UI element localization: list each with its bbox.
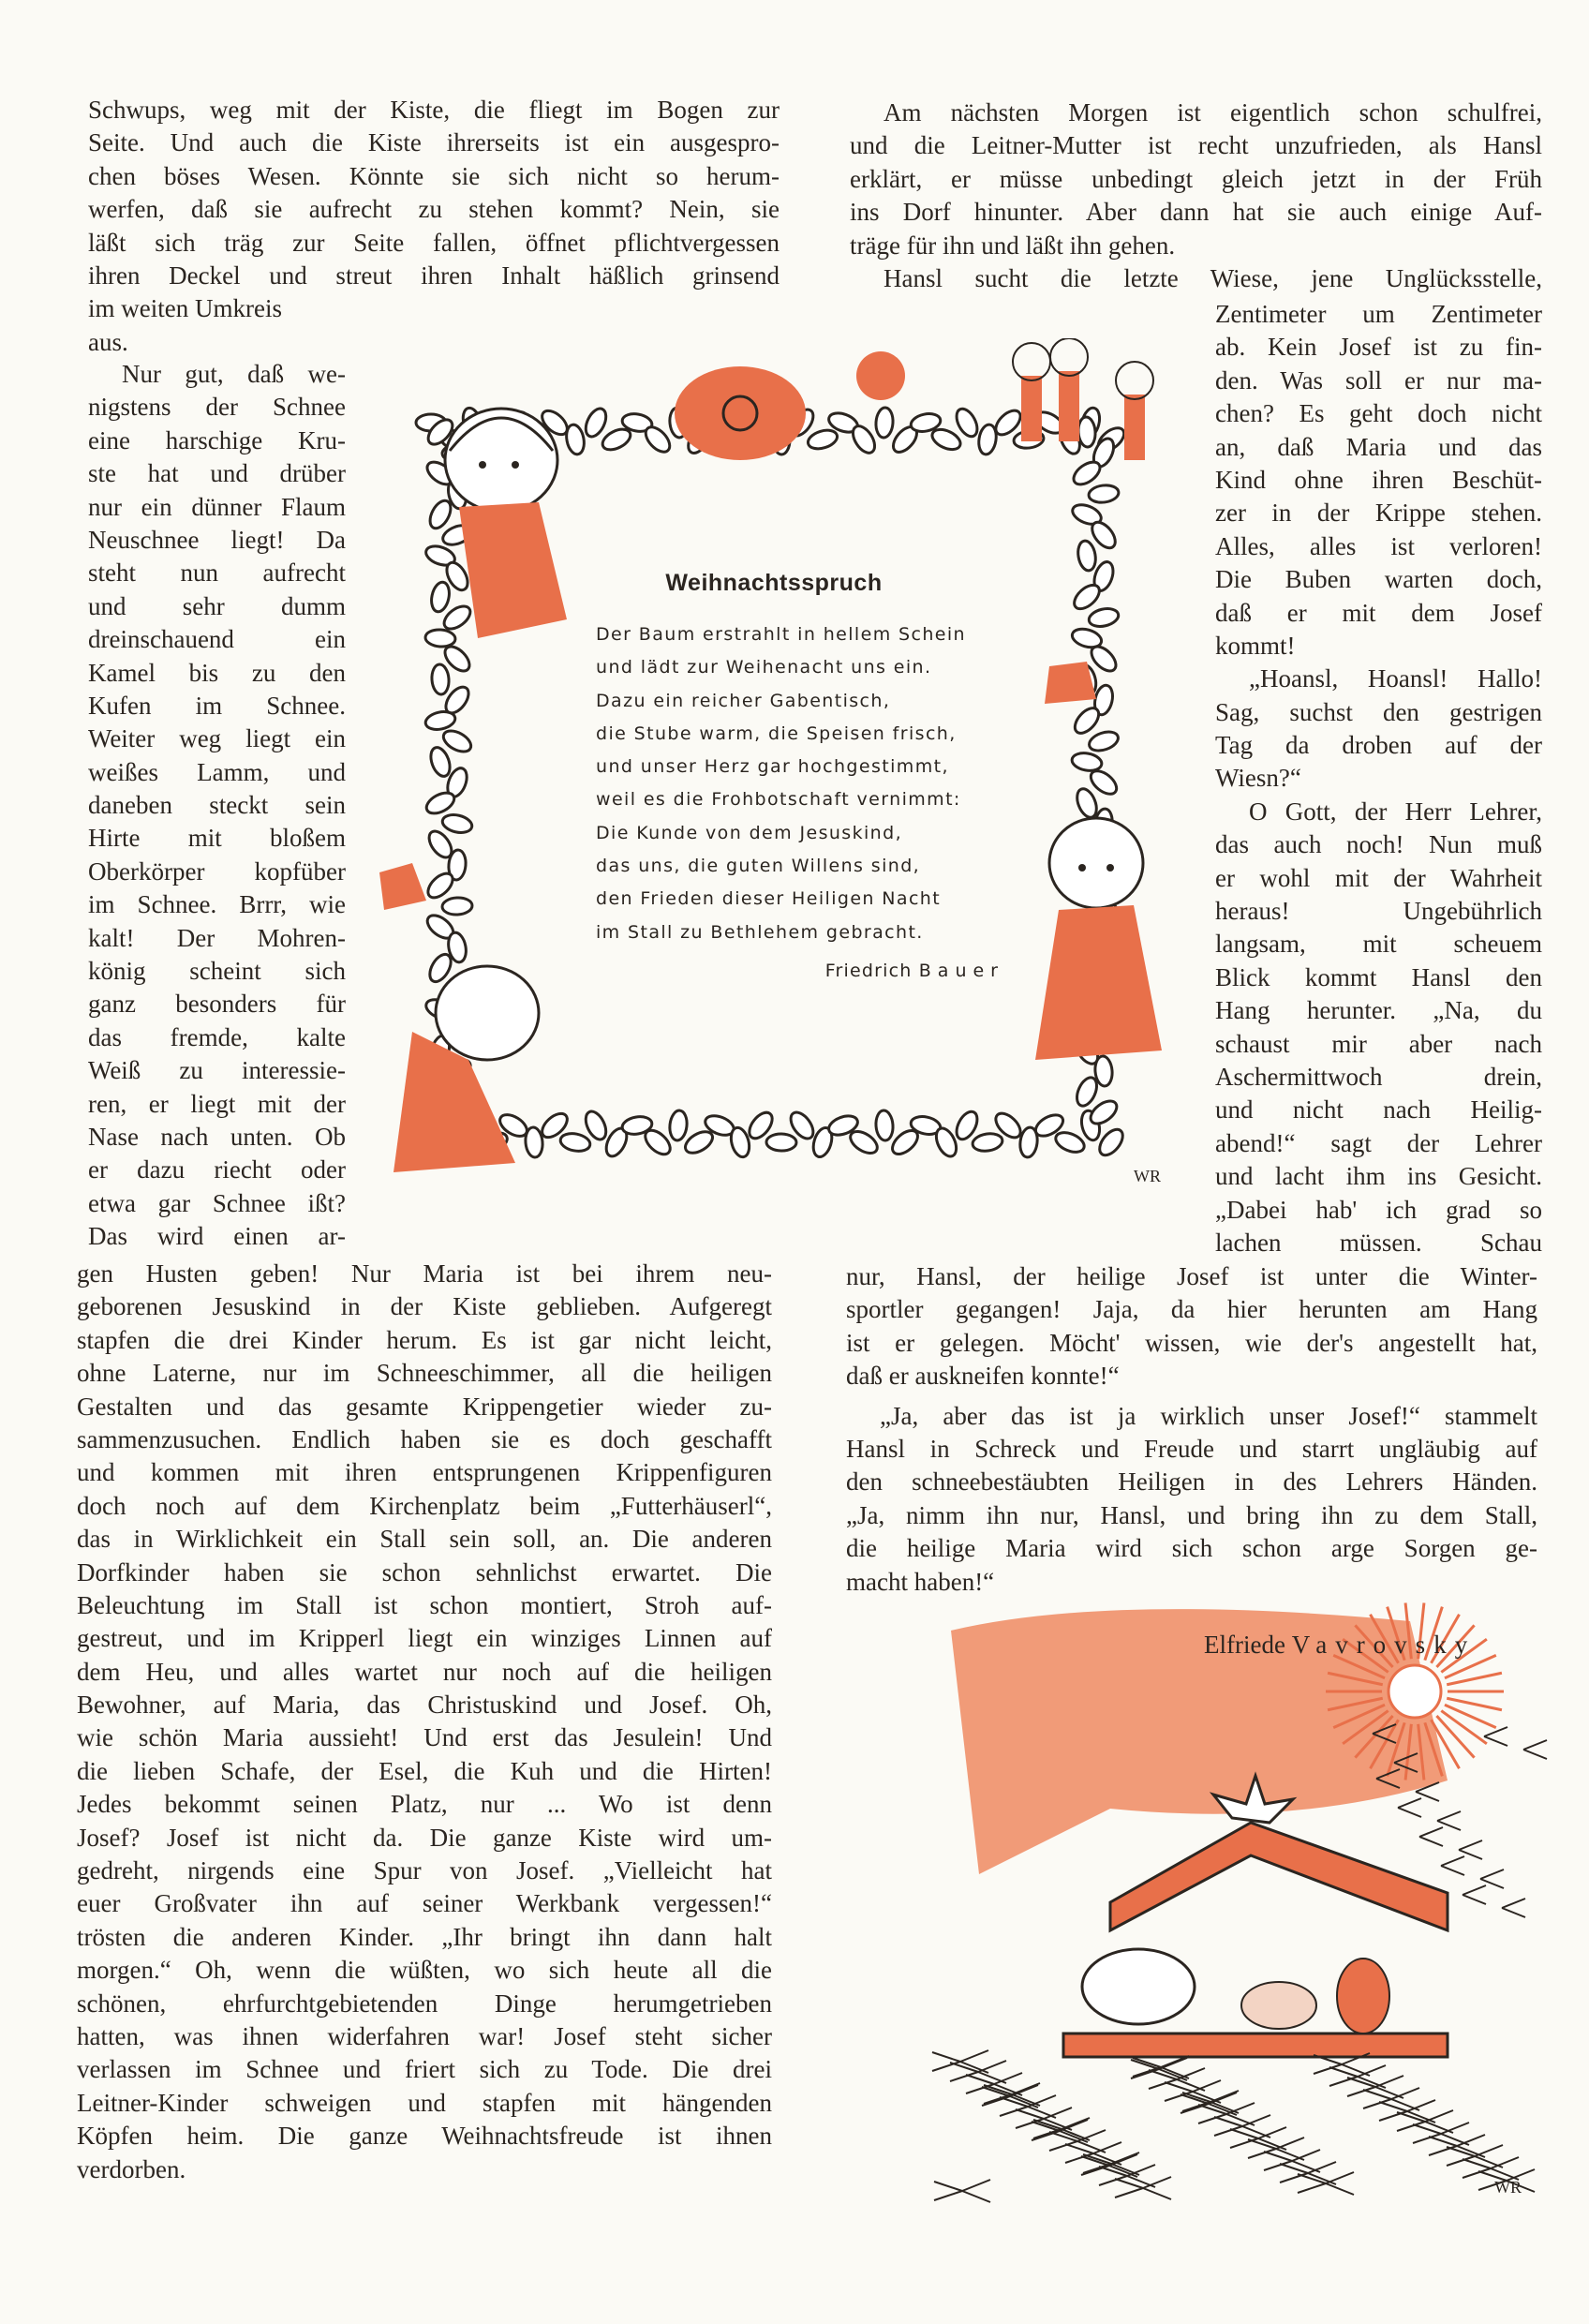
- text-line: daß er mit dem Josef: [1215, 598, 1542, 627]
- paragraph: [846, 1400, 1537, 1599]
- text-line: Kind ohne ihren Beschüt-: [1215, 465, 1542, 494]
- text-line: Tag da droben auf der: [1215, 731, 1542, 760]
- leaf-shape: [929, 425, 964, 454]
- pine-needle: [1000, 2095, 1056, 2118]
- child-top-left-figure: [445, 409, 567, 638]
- pine-needle: [1379, 2100, 1435, 2123]
- text-line: und kommen mit ihren entsprungenen Krippenfiguren: [77, 1458, 772, 1487]
- text-line: weißes Lamm, und: [88, 757, 346, 786]
- text-line: dem Heu, und alles wartet nur noch auf die heiligen: [77, 1657, 772, 1686]
- pine-needle: [966, 2073, 1022, 2095]
- text-line: Am nächsten Morgen ist eigentlich schon schulfrei,: [884, 98, 1542, 127]
- leaf-shape: [440, 812, 473, 836]
- text-line: Das wird einen ar-: [88, 1222, 346, 1251]
- pine-needle: [1065, 2142, 1121, 2165]
- pine-needle: [950, 2061, 1006, 2083]
- leaf-shape: [431, 663, 450, 694]
- pine-needle: [1523, 1740, 1547, 1759]
- text-line: gestreut, und im Kripperl liegt ein winziges Linnen auf: [77, 1624, 772, 1653]
- text-line: verdorben.: [77, 2154, 186, 2183]
- poem-line: Dazu ein reicher Gabentisch,: [596, 690, 891, 711]
- text-line: steht nun aufrecht: [88, 559, 346, 588]
- leaf-shape: [429, 580, 452, 613]
- star-sun-icon: [1389, 1665, 1441, 1718]
- leaf-shape: [423, 709, 456, 732]
- text-line: Sag, suchst den gestrigen: [1215, 697, 1542, 726]
- text-line: Seite. Und auch die Kiste ihrerseits ist ein ausgespro-: [88, 128, 780, 157]
- poem-line: die Stube warm, die Speisen frisch,: [596, 723, 957, 744]
- text-line: gen Husten geben! Nur Maria ist bei ihrem neu-: [77, 1259, 772, 1288]
- text-line: ins Dorf hinunter. Aber dann hat sie auch einige Auf-: [850, 198, 1542, 227]
- text-line: zer in der Krippe stehen.: [1215, 499, 1542, 528]
- pine-needle: [1398, 1798, 1421, 1817]
- child-bottom-left-figure: [394, 966, 539, 1172]
- text-line: geborenen Jesuskind in der Kiste geblieben. Aufgeregt: [77, 1292, 772, 1321]
- pine-needle: [932, 2050, 988, 2073]
- pine-needle: [1032, 2120, 1088, 2142]
- text-line: Nur gut, daß we-: [122, 360, 346, 388]
- text-line: ist er gelegen. Möcht' wissen, wie der's angestellt hat,: [846, 1328, 1537, 1357]
- svg-text:WR: WR: [1494, 2178, 1522, 2197]
- pine-needle: [1198, 2103, 1255, 2125]
- text-line: Köpfen heim. Die ganze Weihnachtsfreude ist ihnen: [77, 2122, 772, 2151]
- paragraph: [1215, 663, 1542, 796]
- pine-needle: [1502, 1899, 1525, 1917]
- poem-line: das uns, die guten Willens sind,: [596, 856, 921, 877]
- leaf-shape: [806, 427, 839, 453]
- pine-needle: [1016, 2108, 1072, 2130]
- leaf-shape: [427, 745, 453, 779]
- poem-line: weil es die Frohbotschaft vernimmt:: [596, 789, 961, 811]
- story-author-last: Vavrovsky: [1291, 1631, 1477, 1659]
- text-line: im Schnee. Brrr, wie: [88, 890, 346, 919]
- text-line: Leitner-Kinder schweigen und stapfen mit hängenden: [77, 2088, 772, 2117]
- leaf-shape: [1070, 457, 1104, 488]
- text-line: ohne Laterne, nur im Schneeschimmer, all die heiligen: [77, 1359, 772, 1388]
- text-line: Kufen im Schnee.: [88, 691, 346, 720]
- text-line: Hansl sucht die letzte Wiese, jene Unglücksstelle,: [884, 263, 1542, 292]
- story-column-right-top: [850, 97, 1542, 295]
- text-line: schaust mir aber nach: [1215, 1029, 1542, 1058]
- pine-needle: [1230, 2127, 1286, 2150]
- text-line: Neuschnee liegt! Da: [88, 525, 346, 554]
- text-line: träge für ihn und läßt ihn gehen.: [850, 231, 1176, 260]
- paragraph: [1215, 796, 1542, 1259]
- paragraph: [850, 262, 1542, 295]
- child-right-figure: [1035, 818, 1162, 1060]
- paragraph: [77, 1258, 772, 2186]
- leaf-shape: [426, 498, 455, 532]
- pine-needle: [1441, 1856, 1464, 1875]
- story-column-left-narrow: [88, 358, 346, 1254]
- story-author: [1204, 1631, 1476, 1660]
- text-line: Gestalten und das gesamte Krippengetier wieder zu-: [77, 1392, 772, 1421]
- text-line: kommt!: [1215, 631, 1296, 660]
- text-line: heraus! Ungebührlich: [1215, 897, 1542, 926]
- leaf-shape: [1076, 540, 1097, 573]
- text-line: chen böses Wesen. Könnte sie sich nicht so herum-: [88, 161, 780, 190]
- text-line: das auch noch! Nun muß: [1215, 830, 1542, 859]
- text-line: doch noch auf dem Kirchenplatz beim „Futterhäuserl“,: [77, 1491, 772, 1520]
- poem-author-last: Bauer: [918, 960, 1004, 981]
- text-line: lachen müssen. Schau: [1215, 1228, 1542, 1257]
- text-line: Hansl in Schreck und Freude und starrt ungläubig auf: [846, 1434, 1537, 1463]
- text-line: ab. Kein Josef ist zu fin-: [1215, 333, 1542, 362]
- leaf-shape: [668, 1110, 688, 1141]
- text-line: stapfen die drei Kinder herum. Es ist gar nicht leicht,: [77, 1325, 772, 1354]
- text-line: O Gott, der Herr Lehrer,: [1249, 797, 1542, 826]
- text-line: Weiter weg liegt ein: [88, 724, 346, 753]
- text-line: Weiß zu interessie-: [88, 1056, 346, 1085]
- text-line: nur, Hansl, der heilige Josef ist unter die Winter-: [846, 1262, 1537, 1290]
- nativity-illustration: [923, 1593, 1551, 2212]
- pine-needle: [1131, 2058, 1187, 2080]
- poem-line: im Stall zu Bethlehem gebracht.: [596, 921, 924, 943]
- pine-needle: [1280, 2162, 1336, 2184]
- text-line: läßt sich träg zur Seite fallen, öffnet pflichtvergessen: [88, 228, 780, 257]
- pine-needle: [1264, 2150, 1320, 2172]
- text-line: nigstens der Schnee: [88, 393, 346, 422]
- elephant-figure: [1082, 1949, 1195, 2024]
- paragraph: [88, 94, 780, 359]
- pine-needle: [1214, 2115, 1270, 2138]
- leaf-shape: [559, 1131, 592, 1154]
- leaf-shape: [424, 629, 455, 648]
- pine-needle: [1347, 2076, 1403, 2098]
- leaf-shape: [875, 1110, 894, 1140]
- text-line: Kamel bis zu den: [88, 658, 346, 687]
- pine-needle: [1099, 2165, 1155, 2187]
- text-line: Bewohner, auf Maria, das Christuskind und Josef. Oh,: [77, 1691, 772, 1720]
- paragraph: [850, 97, 1542, 262]
- leaf-shape: [1073, 1075, 1100, 1110]
- leaf-shape: [642, 423, 675, 456]
- leaf-shape: [1087, 728, 1121, 753]
- poem-box: [596, 562, 1017, 981]
- text-line: Nase nach unten. Ob: [88, 1122, 346, 1151]
- text-line: gedreht, nirgends eine Spur von Josef. „Vielleicht hat: [77, 1856, 772, 1885]
- text-line: und sehr dumm: [88, 591, 346, 620]
- text-line: den. Was soll er nur ma-: [1215, 365, 1542, 395]
- story-column-right-bottom: [846, 1260, 1537, 1599]
- text-line: ste hat und drüber: [88, 459, 346, 488]
- poem-author: [596, 961, 1004, 981]
- text-line: Zentimeter um Zentimeter: [1215, 300, 1542, 328]
- text-line: er dazu riecht oder: [88, 1155, 346, 1184]
- story-author-first: Elfriede: [1204, 1631, 1285, 1659]
- leaf-shape: [766, 1134, 796, 1152]
- text-line: ganz besonders für: [88, 990, 346, 1019]
- pine-needle: [1081, 2154, 1137, 2177]
- pine-needle: [1329, 2065, 1386, 2088]
- bell-left: [379, 863, 426, 910]
- text-line: und die Leitner-Mutter ist recht unzufrieden, als Hansl: [850, 131, 1542, 160]
- pine-needle: [1149, 2068, 1205, 2091]
- text-line: Aschermittwoch drein,: [1215, 1062, 1542, 1091]
- text-line: die heilige Maria wird sich schon arge Sorgen ge-: [846, 1534, 1537, 1563]
- leaf-shape: [1088, 484, 1120, 504]
- pine-needle: [1463, 1885, 1486, 1904]
- text-line: daneben steckt sein: [88, 791, 346, 820]
- paragraph: [88, 358, 346, 1254]
- text-line: den schneebestäubten Heiligen in des Lehrers Händen.: [846, 1467, 1537, 1497]
- text-line: Hang herunter. „Na, du: [1215, 996, 1542, 1025]
- leaf-shape: [849, 423, 880, 457]
- text-line: hatten, was ihnen widerfahren war! Josef steht sicher: [77, 2021, 772, 2050]
- pine-needle: [1463, 2157, 1519, 2180]
- text-line: könig scheint sich: [88, 957, 346, 986]
- pine-needle: [1484, 1727, 1507, 1746]
- poem-title: Weihnachtsspruch: [665, 570, 883, 596]
- text-line: kalt! Der Mohren-: [88, 923, 346, 952]
- text-line: das fremde, kalte: [88, 1022, 346, 1051]
- text-line: Schwups, weg mit der Kiste, die fliegt im Bogen zur: [88, 96, 780, 124]
- text-line: schönen, ehrfurchtgebietenden Dinge herumgetrieben: [77, 1989, 772, 2018]
- text-line: erklärt, er müsse unbedingt gleich jetzt in der Früh: [850, 164, 1542, 193]
- text-line: eine harschige Kru-: [88, 425, 346, 454]
- text-line: sammenzusuchen. Endlich haben sie es doch geschafft: [77, 1424, 772, 1453]
- pine-needle: [1419, 1827, 1443, 1846]
- poem-line: und unser Herz gar hochgestimmt,: [596, 756, 949, 778]
- leaf-shape: [1087, 606, 1120, 630]
- text-line: und lacht ihm ins Gesicht.: [1215, 1162, 1542, 1191]
- poem-line: Der Baum erstrahlt in hellem Schein: [596, 624, 966, 645]
- text-line: chen? Es geht doch nicht: [1215, 399, 1542, 428]
- stable-floor: [1063, 2034, 1448, 2057]
- pine-needle: [1115, 2177, 1171, 2199]
- text-line: daß er auskneifen konnte!“: [846, 1362, 1120, 1391]
- pine-needle: [1181, 2093, 1237, 2115]
- pine-needle: [934, 2180, 990, 2202]
- poem-lines: [596, 618, 1017, 949]
- text-line: Blick kommt Hansl den: [1215, 962, 1542, 991]
- svg-text:WR: WR: [1134, 1167, 1161, 1185]
- text-line: und nicht nach Heilig-: [1215, 1095, 1542, 1125]
- text-line: euer Großvater ihn auf seiner Werkbank vergessen!“: [77, 1889, 772, 1918]
- poem-line: und lädt zur Weihenacht uns ein.: [596, 657, 932, 678]
- text-line: dreinschauend ein: [88, 625, 346, 654]
- text-line: macht haben!“: [846, 1567, 995, 1596]
- leaf-shape: [1070, 581, 1104, 614]
- pine-needle: [1429, 2135, 1485, 2157]
- text-line: Hirte mit bloßem: [88, 824, 346, 853]
- text-line: Beleuchtung im Stall ist schon montiert, Stroh auf-: [77, 1590, 772, 1619]
- story-column-left-top: [88, 94, 780, 359]
- story-column-left-bottom: [77, 1258, 772, 2186]
- text-line: an, daß Maria und das: [1215, 432, 1542, 461]
- text-line: Alles, alles ist verloren!: [1215, 531, 1542, 560]
- text-line: wie schön Maria aussieht! Und erst das Jesulein! Und: [77, 1723, 772, 1752]
- story-column-right-narrow: [1215, 298, 1542, 1259]
- text-line: verlassen im Schnee und friert sich zu Tode. Die drei: [77, 2055, 772, 2084]
- pine-needle: [1298, 2172, 1354, 2195]
- text-line: „Dabei hab' ich grad so: [1215, 1195, 1542, 1224]
- leaf-shape: [582, 406, 610, 440]
- text-line: trösten die anderen Kinder. „Ihr bringt ihn dann halt: [77, 1922, 772, 1951]
- text-line: Oberkörper kopfüber: [88, 857, 346, 886]
- text-line: sportler gegangen! Jaja, da hier herunten am Hang: [846, 1295, 1537, 1324]
- text-line: morgen.“ Oh, wenn die wüßten, wo sich heute all die: [77, 1956, 772, 1985]
- leaf-shape: [1053, 1128, 1087, 1155]
- pine-needle: [1413, 2123, 1469, 2145]
- text-line: etwa gar Schnee ißt?: [88, 1188, 346, 1217]
- leaf-shape: [442, 897, 473, 916]
- leaf-shape: [1077, 416, 1096, 447]
- text-line: er wohl mit der Wahrheit: [1215, 863, 1542, 892]
- text-line: Jedes bekommt seinen Platz, nur ... Wo ist denn: [77, 1790, 772, 1819]
- paragraph: [846, 1260, 1537, 1393]
- text-line: nur ein dünner Flaum: [88, 492, 346, 521]
- stable-roof: [1110, 1823, 1448, 1930]
- leaf-shape: [972, 1132, 1003, 1154]
- text-line: die lieben Schafe, der Esel, die Kuh und die Hirten!: [77, 1756, 772, 1785]
- pine-needle: [1447, 2145, 1503, 2168]
- text-line: Die Buben warten doch,: [1215, 565, 1542, 594]
- text-line: „Hoansl, Hoansl! Hallo!: [1249, 664, 1542, 693]
- pine-needle: [1363, 2088, 1419, 2110]
- poem-author-first: Friedrich: [824, 960, 913, 981]
- pine-needle: [1049, 2130, 1106, 2153]
- pine-needle: [982, 2085, 1038, 2108]
- text-line: Dorfkinder haben sie schon sehnlichst erwartet. Die: [77, 1557, 772, 1587]
- text-line: aus.: [88, 327, 128, 356]
- text-line: Wiesn?“: [1215, 764, 1301, 793]
- leaf-shape: [1071, 704, 1104, 737]
- leaf-shape: [423, 789, 458, 818]
- pine-needle: [1397, 2110, 1453, 2133]
- paragraph: [1215, 298, 1542, 663]
- text-line: „Ja, aber das ist ja wirklich unser Josef!“ stammelt: [880, 1401, 1537, 1430]
- pine-needle: [1248, 2138, 1304, 2160]
- text-line: das in Wirklichkeit ein Stall sein soll, an. Die anderen: [77, 1525, 772, 1554]
- text-line: abend!“ sagt der Lehrer: [1215, 1128, 1542, 1157]
- leaf-shape: [875, 407, 894, 438]
- leaf-shape: [1071, 751, 1104, 772]
- text-line: Josef? Josef ist nicht da. Die ganze Kiste wird um-: [77, 1823, 772, 1852]
- text-line: werfen, daß sie aufrecht zu stehen kommt? Nein, sie: [88, 195, 780, 224]
- text-line: ren, er liegt mit der: [88, 1089, 346, 1118]
- pine-needle: [1165, 2080, 1221, 2103]
- text-line: „Ja, nimm ihn nur, Hansl, und bring ihn zu dem Stall,: [846, 1500, 1537, 1529]
- text-line: ihren Deckel und streut ihren Inhalt häßlich grinsend: [88, 261, 780, 290]
- poem-line: den Frieden dieser Heiligen Nacht: [596, 888, 942, 910]
- leaf-shape: [564, 424, 587, 456]
- poem-line: Die Kunde von dem Jesuskind,: [596, 822, 903, 843]
- text-line: langsam, mit scheuem: [1215, 930, 1542, 959]
- text-line: im weiten Umkreis: [88, 294, 282, 323]
